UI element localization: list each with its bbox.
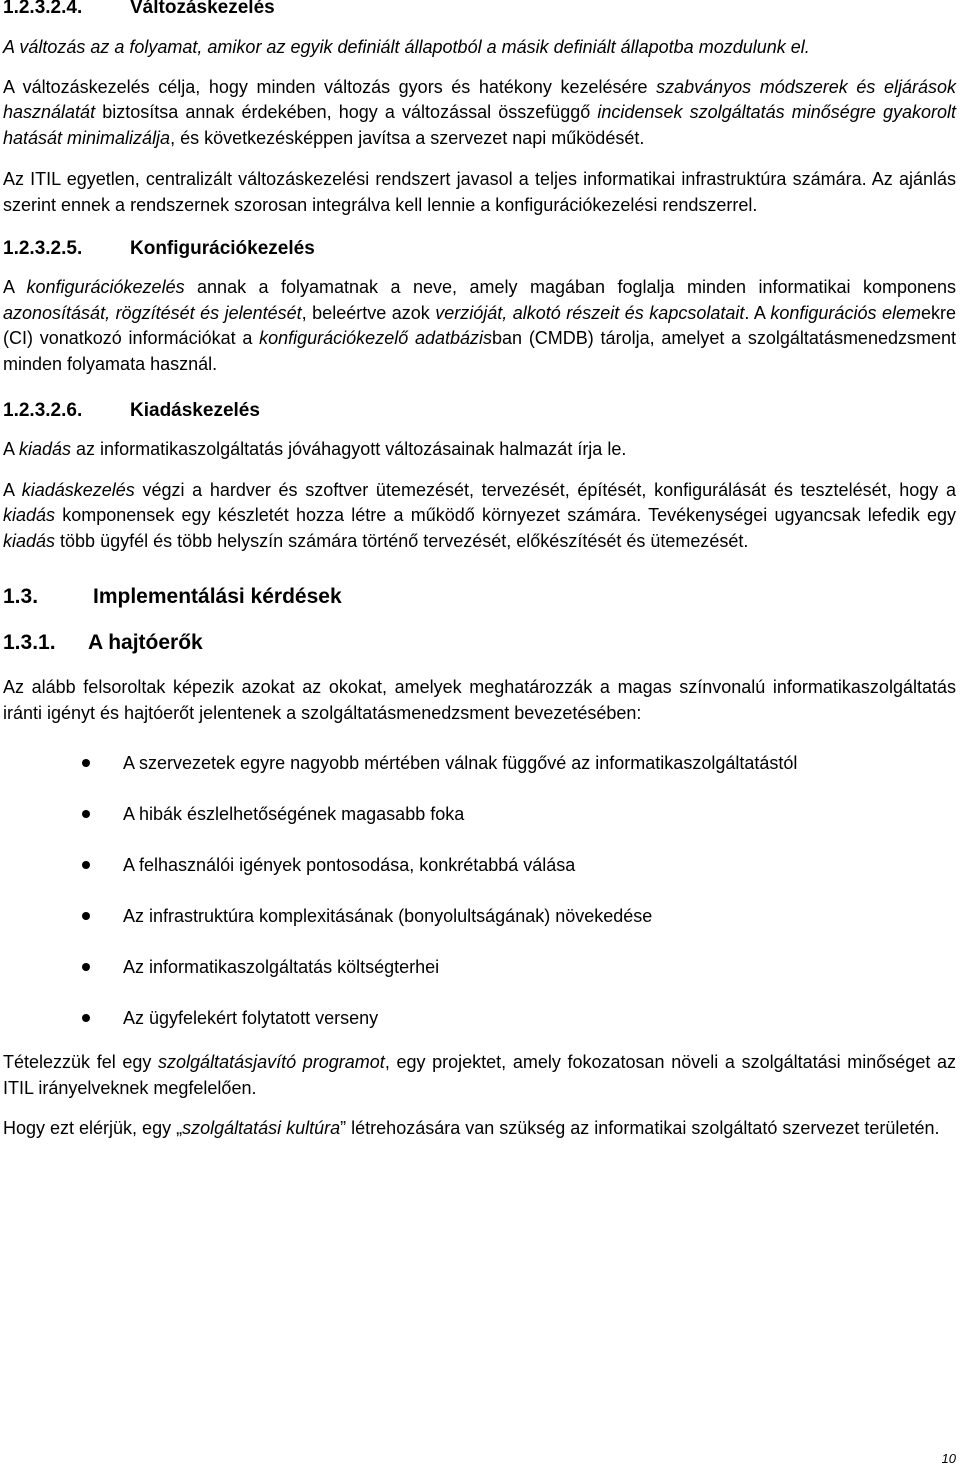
list-item: A felhasználói igények pontosodása, konkrétabbá válása xyxy=(3,853,956,878)
section-title: Konfigurációkezelés xyxy=(130,238,315,259)
page-number: 10 xyxy=(941,1451,956,1466)
paragraph-drivers-intro: Az alább felsoroltak képezik azokat az okokat, amelyek meghatározzák a magas színvonalú informatikaszolgáltatás iránti igényt és hajtóerőt jelentenek a szolgáltatásmenedzsment bevezetésében: xyxy=(3,677,956,723)
section-title: Változáskezelés xyxy=(130,0,275,18)
bullet-icon xyxy=(82,1014,90,1022)
section-title: Implementálási kérdések xyxy=(93,585,342,608)
section-number: 1.2.3.2.6. xyxy=(3,400,83,421)
bullet-icon xyxy=(82,963,90,971)
bullet-icon xyxy=(82,810,90,818)
list-item: Az informatikaszolgáltatás költségterhei xyxy=(3,955,956,980)
paragraph-change-goal: A változáskezelés célja, hogy minden változás gyors és hatékony kezelésére szabványos módszerek és eljárások használatát biztosítsa annak érdekében, hogy a változással összefüggő incidensek szolgáltatás minőségre gyakorolt hatását minimalizálja, és következésképpen javítsa a szervezet napi működését. xyxy=(3,76,956,148)
list-item: A szervezetek egyre nagyobb mértében válnak függővé az informatikaszolgáltatástól xyxy=(3,751,956,776)
document-page xyxy=(3,0,956,1142)
section-number: 1.2.3.2.4. xyxy=(3,0,83,18)
section-heading-implementation xyxy=(3,584,956,610)
paragraph-release-management: A kiadáskezelés végzi a hardver és szoftver ütemezését, tervezését, építését, konfigurálását és tesztelését, hogy a kiadás komponensek egy készletét hozza létre a működő környezet számára. Tevékenységei ugyancsak lefedik egy kiadás több ügyfél és több helyszín számára történő tervezését, előkészítését és ütemezését. xyxy=(3,479,956,551)
paragraph-change-definition: A változás az a folyamat, amikor az egyik definiált állapotból a másik definiált állapotba mozdulunk el. xyxy=(3,37,810,57)
paragraph-release-definition: A kiadás az informatikaszolgáltatás jóváhagyott változásainak halmazát írja le. xyxy=(3,439,627,459)
list-item: A hibák észlelhetőségének magasabb foka xyxy=(3,802,956,827)
paragraph-configuration: A konfigurációkezelés annak a folyamatnak a neve, amely magában foglalja minden informatikai komponens azonosítását, rögzítését és jelentését, beleértve azok verzióját, alkotó részeit és kapcsolatait. A konfigurációs elemekre (CI) vonatkozó információkat a konfigurációkezelő adatbázisban (CMDB) tárolja, amelyet a szolgáltatásmenedzsment minden folyamata használ. xyxy=(3,277,957,374)
section-number: 1.3.1. xyxy=(3,631,56,654)
paragraph-service-culture: Hogy ezt elérjük, egy „szolgáltatási kultúra” létrehozására van szükség az informatikai szolgáltató szervezet területén. xyxy=(3,1118,940,1138)
bullet-icon xyxy=(82,912,90,920)
section-heading-change-management xyxy=(3,0,956,20)
bullet-icon xyxy=(82,861,90,869)
section-number: 1.3. xyxy=(3,585,39,608)
bullet-icon xyxy=(82,759,90,767)
section-heading-release-management xyxy=(3,399,956,423)
section-title: A hajtóerők xyxy=(88,631,203,654)
section-title: Kiadáskezelés xyxy=(130,400,260,421)
drivers-list xyxy=(3,751,956,1031)
paragraph-service-improvement-program: Tételezzük fel egy szolgáltatásjavító programot, egy projektet, amely fokozatosan növeli a szolgáltatási minőséget az ITIL irányelveknek megfelelően. xyxy=(3,1052,956,1098)
list-item: Az ügyfelekért folytatott verseny xyxy=(3,1006,956,1031)
paragraph-change-itil: Az ITIL egyetlen, centralizált változáskezelési rendszert javasol a teljes informatikai infrastruktúra számára. Az ajánlás szerint ennek a rendszernek szorosan integrálva kell lennie a konfigurációkezelési rendszerrel. xyxy=(3,169,956,215)
section-heading-drivers xyxy=(3,630,956,656)
section-number: 1.2.3.2.5. xyxy=(3,238,83,259)
section-heading-configuration-management xyxy=(3,237,956,261)
list-item: Az infrastruktúra komplexitásának (bonyolultságának) növekedése xyxy=(3,904,956,929)
